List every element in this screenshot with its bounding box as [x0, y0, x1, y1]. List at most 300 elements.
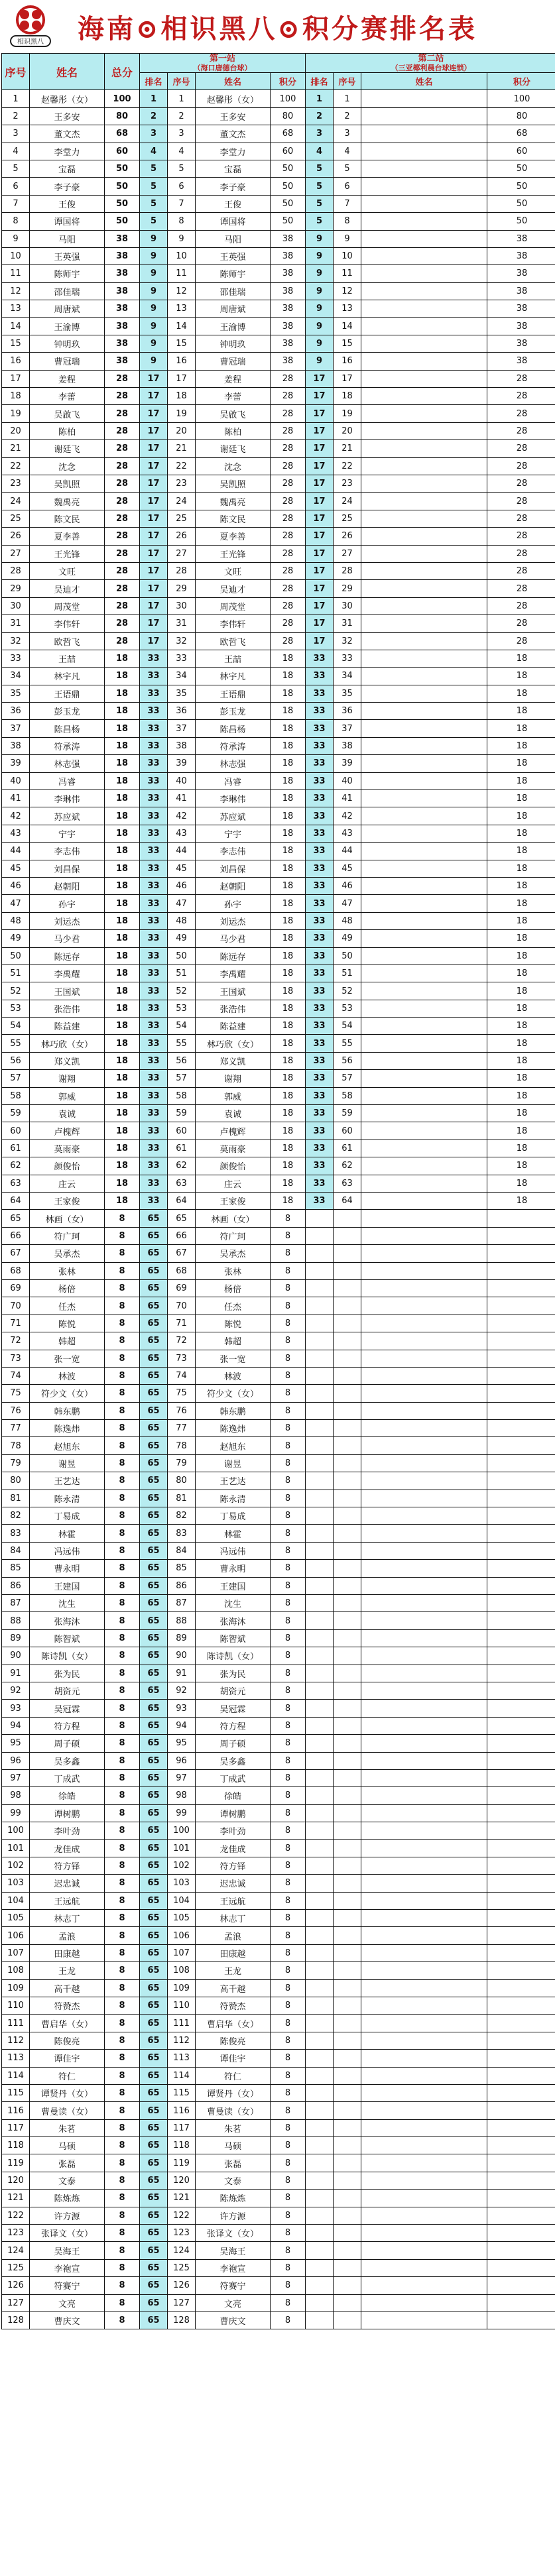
cell-stage1-seq: 105 [168, 1910, 196, 1927]
cell-total: 28 [105, 493, 140, 510]
cell-name: 王语鼎 [30, 685, 105, 702]
cell-stage2-rank: 33 [306, 650, 334, 667]
cell-seq: 45 [2, 860, 30, 877]
cell-seq: 113 [2, 2050, 30, 2067]
cell-stage2-seq: 49 [334, 930, 361, 947]
cell-stage2-name [361, 1507, 487, 1525]
cell-stage1-seq: 35 [168, 685, 196, 702]
col-header-rank-2: 排名 [306, 73, 334, 90]
table-row [2, 335, 555, 352]
table-row [2, 2190, 555, 2207]
cell-stage2-rank [306, 1420, 334, 1437]
cell-total: 18 [105, 1157, 140, 1175]
cell-total: 18 [105, 1087, 140, 1104]
cell-seq: 23 [2, 475, 30, 492]
cell-stage1-score: 8 [271, 1420, 306, 1437]
cell-stage1-name: 张译文（女） [196, 2225, 271, 2242]
cell-stage2-score: 18 [487, 1035, 555, 1052]
col-header-seq-2: 序号 [334, 73, 361, 90]
col-header-name-1: 姓名 [196, 73, 271, 90]
cell-seq: 116 [2, 2102, 30, 2119]
table-row [2, 2207, 555, 2224]
cell-stage1-rank: 65 [140, 1490, 168, 1507]
cell-stage2-name [361, 1577, 487, 1594]
cell-seq: 111 [2, 2015, 30, 2032]
col-header-name-2: 姓名 [361, 73, 487, 90]
cell-stage2-rank: 33 [306, 1140, 334, 1157]
cell-total: 8 [105, 1892, 140, 1909]
cell-name: 谭国将 [30, 213, 105, 230]
cell-stage1-rank: 65 [140, 1420, 168, 1437]
cell-name: 欧哲飞 [30, 632, 105, 650]
cell-seq: 9 [2, 230, 30, 247]
cell-stage1-name: 吴多鑫 [196, 1752, 271, 1769]
col-header-rank-1: 排名 [140, 73, 168, 90]
cell-seq: 21 [2, 440, 30, 457]
cell-total: 8 [105, 1997, 140, 2014]
cell-stage1-seq: 26 [168, 528, 196, 545]
cell-stage2-rank: 17 [306, 475, 334, 492]
cell-stage2-name [361, 1700, 487, 1717]
cell-stage2-seq [334, 1542, 361, 1559]
cell-stage1-rank: 65 [140, 1594, 168, 1611]
cell-stage2-score [487, 1315, 555, 1332]
cell-stage2-score [487, 1279, 555, 1297]
cell-stage2-rank: 1 [306, 90, 334, 107]
cell-stage1-score: 28 [271, 580, 306, 597]
cell-stage1-seq: 108 [168, 1962, 196, 1979]
cell-total: 28 [105, 475, 140, 492]
cell-stage2-seq [334, 1892, 361, 1909]
cell-stage2-seq [334, 1752, 361, 1769]
cell-stage2-name [361, 1367, 487, 1384]
cell-total: 18 [105, 668, 140, 685]
cell-stage2-score: 38 [487, 300, 555, 318]
cell-stage1-seq: 32 [168, 632, 196, 650]
cell-stage1-score: 18 [271, 1000, 306, 1017]
cell-seq: 103 [2, 1875, 30, 1892]
cell-stage2-name [361, 1140, 487, 1157]
cell-stage2-seq [334, 2119, 361, 2137]
cell-stage1-name: 曹冠瑞 [196, 353, 271, 370]
cell-stage1-rank: 65 [140, 1367, 168, 1384]
cell-stage1-seq: 36 [168, 703, 196, 720]
cell-name: 袁诚 [30, 1105, 105, 1122]
table-row [2, 143, 555, 160]
cell-total: 18 [105, 1122, 140, 1140]
cell-stage1-score: 18 [271, 1175, 306, 1192]
cell-total: 8 [105, 1402, 140, 1419]
cell-stage2-score [487, 1840, 555, 1857]
cell-stage2-score: 38 [487, 318, 555, 335]
cell-stage2-seq: 48 [334, 912, 361, 929]
cell-stage1-score: 8 [271, 2294, 306, 2312]
cell-stage1-name: 陈逸炜 [196, 1420, 271, 1437]
table-row [2, 632, 555, 650]
table-row [2, 1018, 555, 1035]
cell-stage1-rank: 65 [140, 2207, 168, 2224]
cell-stage2-rank [306, 1367, 334, 1384]
table-row [2, 947, 555, 965]
cell-stage1-seq: 11 [168, 265, 196, 282]
cell-stage1-rank: 33 [140, 807, 168, 825]
cell-name: 王光锋 [30, 545, 105, 562]
cell-stage2-name [361, 685, 487, 702]
cell-total: 18 [105, 703, 140, 720]
cell-stage2-seq: 15 [334, 335, 361, 352]
cell-stage2-name [361, 475, 487, 492]
cell-stage1-seq: 107 [168, 1944, 196, 1961]
cell-stage1-score: 8 [271, 1297, 306, 1315]
cell-stage1-rank: 65 [140, 2137, 168, 2154]
cell-seq: 88 [2, 1612, 30, 1629]
cell-stage2-seq: 40 [334, 772, 361, 790]
cell-stage2-score [487, 1594, 555, 1611]
cell-stage2-seq [334, 2067, 361, 2084]
cell-stage2-score: 50 [487, 160, 555, 177]
cell-seq: 30 [2, 597, 30, 615]
cell-stage2-score: 18 [487, 877, 555, 894]
cell-stage1-rank: 65 [140, 1315, 168, 1332]
cell-stage2-seq: 32 [334, 632, 361, 650]
cell-name: 胡资元 [30, 1682, 105, 1699]
cell-total: 8 [105, 2032, 140, 2049]
cell-stage1-name: 孟浪 [196, 1927, 271, 1944]
cell-stage2-seq: 52 [334, 982, 361, 1000]
cell-total: 28 [105, 632, 140, 650]
cell-stage1-seq: 55 [168, 1035, 196, 1052]
cell-stage1-score: 18 [271, 1087, 306, 1104]
cell-stage2-score [487, 1612, 555, 1629]
cell-name: 符广珂 [30, 1227, 105, 1244]
table-row [2, 860, 555, 877]
cell-stage1-seq: 56 [168, 1052, 196, 1069]
cell-stage2-score [487, 1262, 555, 1279]
cell-stage1-score: 18 [271, 1140, 306, 1157]
cell-name: 陈远存 [30, 947, 105, 965]
cell-stage2-seq: 6 [334, 178, 361, 195]
cell-stage1-score: 8 [271, 2032, 306, 2049]
cell-stage2-score: 28 [487, 422, 555, 439]
cell-stage1-rank: 65 [140, 1332, 168, 1350]
cell-stage2-score [487, 2084, 555, 2101]
cell-stage1-rank: 3 [140, 125, 168, 143]
cell-stage2-seq [334, 2277, 361, 2294]
cell-total: 8 [105, 1962, 140, 1979]
cell-stage2-rank [306, 1875, 334, 1892]
cell-stage2-rank [306, 2067, 334, 2084]
cell-stage2-name [361, 1245, 487, 1262]
cell-stage1-score: 28 [271, 597, 306, 615]
cell-seq: 69 [2, 1279, 30, 1297]
cell-seq: 127 [2, 2294, 30, 2312]
cell-seq: 77 [2, 1420, 30, 1437]
cell-name: 周唐斌 [30, 300, 105, 318]
cell-seq: 119 [2, 2154, 30, 2172]
cell-total: 8 [105, 1804, 140, 1822]
table-row [2, 457, 555, 475]
table-row [2, 2277, 555, 2294]
cell-seq: 83 [2, 1525, 30, 1542]
cell-stage1-score: 28 [271, 370, 306, 387]
cell-stage2-seq [334, 2050, 361, 2067]
cell-stage1-rank: 65 [140, 2067, 168, 2084]
cell-seq: 120 [2, 2172, 30, 2189]
cell-stage2-seq [334, 2207, 361, 2224]
cell-stage2-score: 18 [487, 755, 555, 772]
cell-stage1-score: 38 [271, 265, 306, 282]
cell-stage2-seq [334, 1297, 361, 1315]
cell-stage1-rank: 65 [140, 2294, 168, 2312]
cell-stage1-score: 8 [271, 2067, 306, 2084]
cell-stage1-score: 8 [271, 2172, 306, 2189]
cell-seq: 33 [2, 650, 30, 667]
cell-stage1-name: 周子硕 [196, 1735, 271, 1752]
cell-stage1-seq: 4 [168, 143, 196, 160]
cell-stage1-seq: 10 [168, 247, 196, 264]
cell-stage2-rank [306, 1910, 334, 1927]
cell-stage1-name: 杨倍 [196, 1279, 271, 1297]
cell-name: 陈昌杨 [30, 720, 105, 737]
cell-stage2-seq: 13 [334, 300, 361, 318]
cell-stage1-seq: 125 [168, 2259, 196, 2276]
cell-total: 18 [105, 895, 140, 912]
cell-stage1-score: 8 [271, 1857, 306, 1874]
cell-stage2-seq [334, 1332, 361, 1350]
cell-total: 8 [105, 1437, 140, 1454]
cell-stage1-name: 张林 [196, 1262, 271, 1279]
table-row [2, 2225, 555, 2242]
cell-name: 杨倍 [30, 1279, 105, 1297]
cell-stage2-seq: 56 [334, 1052, 361, 1069]
cell-stage2-rank [306, 2190, 334, 2207]
cell-stage1-rank: 65 [140, 1979, 168, 1997]
cell-stage2-seq [334, 1979, 361, 1997]
cell-seq: 11 [2, 265, 30, 282]
cell-stage1-rank: 65 [140, 2277, 168, 2294]
cell-stage1-score: 8 [271, 1717, 306, 1734]
cell-stage2-score [487, 2242, 555, 2259]
cell-seq: 22 [2, 457, 30, 475]
cell-stage2-score: 50 [487, 178, 555, 195]
cell-stage2-score [487, 1962, 555, 1979]
table-row [2, 1682, 555, 1699]
cell-stage1-seq: 69 [168, 1279, 196, 1297]
cell-seq: 100 [2, 1822, 30, 1840]
cell-stage1-rank: 5 [140, 178, 168, 195]
cell-stage1-name: 陈诗凯（女） [196, 1647, 271, 1665]
cell-name: 张海沐 [30, 1612, 105, 1629]
cell-stage1-score: 28 [271, 388, 306, 405]
cell-total: 8 [105, 1227, 140, 1244]
cell-stage2-name [361, 1402, 487, 1419]
cell-stage1-score: 18 [271, 807, 306, 825]
cell-seq: 128 [2, 2312, 30, 2329]
cell-name: 符赞杰 [30, 1997, 105, 2014]
cell-stage2-score: 18 [487, 965, 555, 982]
table-row [2, 195, 555, 212]
cell-total: 18 [105, 1035, 140, 1052]
cell-total: 8 [105, 1350, 140, 1367]
cell-name: 曹曼读（女） [30, 2102, 105, 2119]
table-row [2, 528, 555, 545]
cell-name: 赵旭东 [30, 1437, 105, 1454]
cell-stage2-score [487, 1297, 555, 1315]
cell-stage2-rank [306, 2154, 334, 2172]
cell-stage1-seq: 21 [168, 440, 196, 457]
cell-total: 28 [105, 597, 140, 615]
cell-stage2-name [361, 1717, 487, 1734]
cell-stage2-seq [334, 1402, 361, 1419]
cell-total: 8 [105, 1245, 140, 1262]
cell-stage1-seq: 24 [168, 493, 196, 510]
cell-stage1-seq: 78 [168, 1437, 196, 1454]
table-row [2, 125, 555, 143]
stage-2-header [306, 54, 555, 73]
cell-stage1-name: 曹启华（女） [196, 2015, 271, 2032]
cell-total: 8 [105, 1262, 140, 1279]
cell-stage2-seq [334, 2172, 361, 2189]
cell-stage2-rank [306, 1245, 334, 1262]
cell-total: 68 [105, 125, 140, 143]
cell-stage2-seq: 18 [334, 388, 361, 405]
cell-stage1-seq: 41 [168, 790, 196, 807]
cell-stage2-name [361, 825, 487, 842]
cell-stage2-score [487, 1857, 555, 1874]
cell-seq: 98 [2, 1787, 30, 1804]
cell-stage2-seq [334, 1437, 361, 1454]
table-row [2, 1367, 555, 1384]
table-row [2, 1612, 555, 1629]
cell-stage2-score [487, 1822, 555, 1840]
cell-stage1-seq: 79 [168, 1454, 196, 1472]
header [1, 0, 554, 53]
cell-stage2-rank: 2 [306, 107, 334, 125]
cell-stage2-score: 18 [487, 825, 555, 842]
cell-seq: 102 [2, 1857, 30, 1874]
cell-stage1-score: 8 [271, 1385, 306, 1402]
cell-stage1-score: 18 [271, 982, 306, 1000]
cell-stage2-seq: 34 [334, 668, 361, 685]
cell-stage2-seq: 33 [334, 650, 361, 667]
cell-stage1-name: 李琳伟 [196, 790, 271, 807]
cell-stage2-rank: 33 [306, 1035, 334, 1052]
cell-seq: 54 [2, 1018, 30, 1035]
cell-stage2-seq: 14 [334, 318, 361, 335]
cell-seq: 86 [2, 1577, 30, 1594]
cell-stage1-name: 李叶劲 [196, 1822, 271, 1840]
cell-stage1-score: 8 [271, 2242, 306, 2259]
cell-stage1-name: 陈文民 [196, 510, 271, 527]
cell-seq: 15 [2, 335, 30, 352]
cell-stage2-name [361, 2172, 487, 2189]
cell-stage2-rank: 9 [306, 318, 334, 335]
table-row [2, 178, 555, 195]
cell-total: 18 [105, 790, 140, 807]
cell-stage1-name: 陈益建 [196, 1018, 271, 1035]
cell-stage2-score [487, 1367, 555, 1384]
cell-stage2-score: 18 [487, 843, 555, 860]
cell-stage2-name [361, 2190, 487, 2207]
cell-stage1-rank: 65 [140, 2225, 168, 2242]
cell-stage2-rank [306, 1612, 334, 1629]
cell-stage1-name: 胡资元 [196, 1682, 271, 1699]
cell-stage2-name [361, 1735, 487, 1752]
cell-stage1-score: 28 [271, 615, 306, 632]
cell-total: 8 [105, 2294, 140, 2312]
cell-stage1-name: 袁诚 [196, 1105, 271, 1122]
cell-stage1-seq: 8 [168, 213, 196, 230]
cell-seq: 26 [2, 528, 30, 545]
cell-stage1-seq: 98 [168, 1787, 196, 1804]
cell-stage2-rank: 33 [306, 912, 334, 929]
cell-stage1-score: 8 [271, 2050, 306, 2067]
cell-stage2-score [487, 1560, 555, 1577]
cell-stage1-rank: 65 [140, 2032, 168, 2049]
cell-stage2-score: 28 [487, 562, 555, 579]
cell-stage2-score: 38 [487, 353, 555, 370]
cell-stage1-score: 8 [271, 1804, 306, 1822]
cell-stage1-seq: 34 [168, 668, 196, 685]
cell-stage2-name [361, 2225, 487, 2242]
cell-stage1-name: 林宇凡 [196, 668, 271, 685]
cell-stage2-seq: 38 [334, 737, 361, 754]
cell-name: 李志伟 [30, 843, 105, 860]
table-row [2, 720, 555, 737]
cell-total: 8 [105, 2067, 140, 2084]
cell-stage1-name: 谢翔 [196, 1070, 271, 1087]
cell-stage2-rank [306, 1682, 334, 1699]
cell-name: 谢廷飞 [30, 440, 105, 457]
cell-total: 8 [105, 2137, 140, 2154]
cell-stage2-rank [306, 1542, 334, 1559]
cell-stage2-rank: 9 [306, 335, 334, 352]
cell-stage2-rank: 33 [306, 825, 334, 842]
cell-stage1-name: 谢廷飞 [196, 440, 271, 457]
cell-stage1-seq: 50 [168, 947, 196, 965]
cell-total: 8 [105, 1910, 140, 1927]
logo-icon [8, 4, 53, 49]
cell-stage1-score: 8 [271, 1367, 306, 1384]
col-header-total: 总分 [105, 54, 140, 90]
cell-stage1-seq: 119 [168, 2154, 196, 2172]
cell-stage2-name [361, 703, 487, 720]
cell-stage2-score: 28 [487, 597, 555, 615]
cell-stage2-rank [306, 1454, 334, 1472]
cell-stage1-rank: 65 [140, 1577, 168, 1594]
cell-name: 文泰 [30, 2172, 105, 2189]
cell-stage1-name: 田康越 [196, 1944, 271, 1961]
cell-stage2-seq: 20 [334, 422, 361, 439]
cell-name: 符方程 [30, 1717, 105, 1734]
cell-stage2-seq [334, 1840, 361, 1857]
cell-seq: 91 [2, 1665, 30, 1682]
cell-total: 8 [105, 1472, 140, 1490]
cell-total: 8 [105, 1665, 140, 1682]
cell-stage1-name: 谭贤丹（女） [196, 2084, 271, 2101]
cell-stage1-score: 18 [271, 930, 306, 947]
cell-stage2-name [361, 370, 487, 387]
cell-stage1-name: 丁易成 [196, 1507, 271, 1525]
cell-stage1-rank: 65 [140, 1700, 168, 1717]
cell-stage2-seq [334, 2242, 361, 2259]
cell-seq: 3 [2, 125, 30, 143]
cell-stage2-rank [306, 2242, 334, 2259]
table-row [2, 1910, 555, 1927]
table-row [2, 230, 555, 247]
cell-name: 王喆 [30, 650, 105, 667]
cell-name: 姜程 [30, 370, 105, 387]
